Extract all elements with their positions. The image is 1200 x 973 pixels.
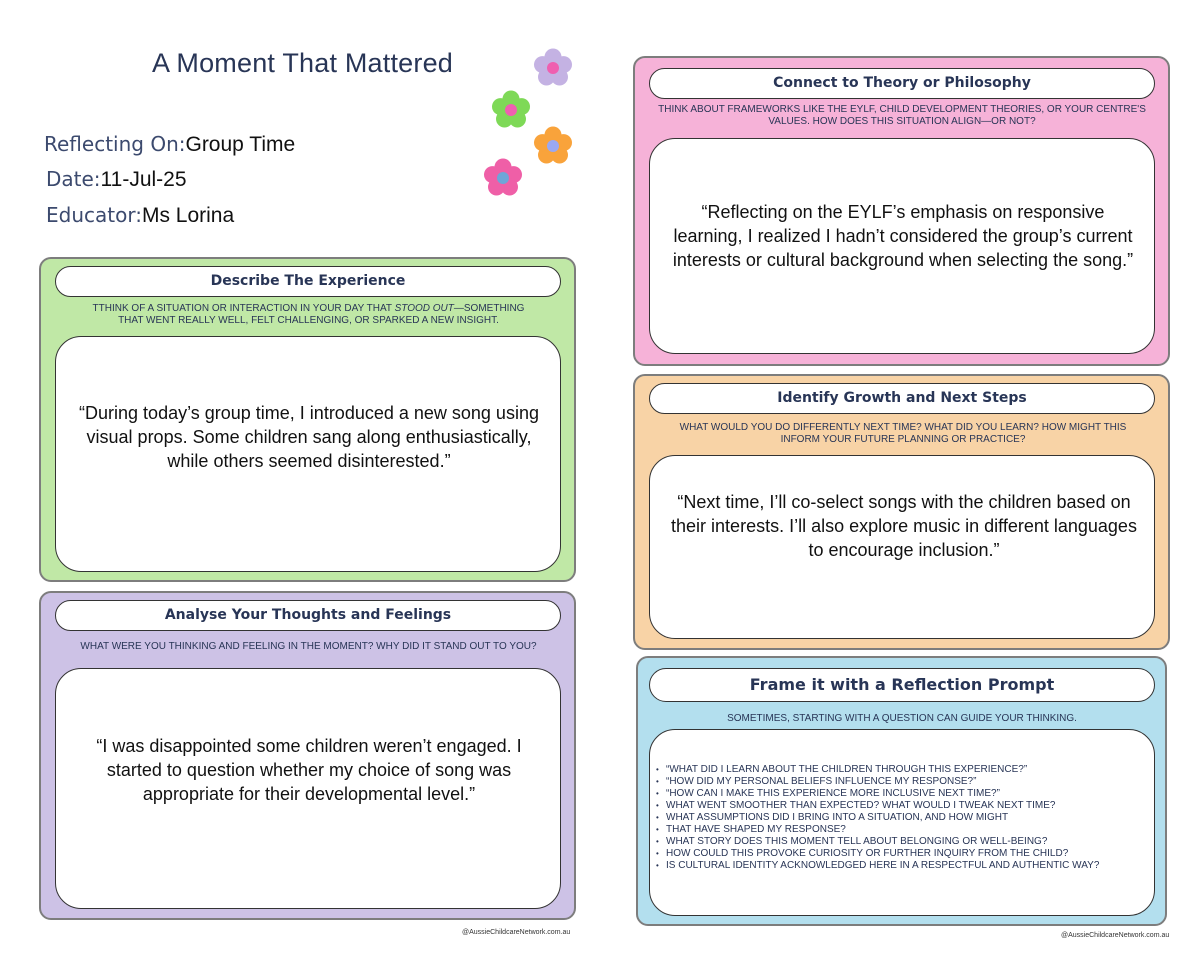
connect-theory-heading: Connect to Theory or Philosophy: [649, 68, 1155, 99]
footer-left: @AussieChildcareNetwork.com.au: [462, 929, 571, 936]
connect-theory-instruction: THINK ABOUT FRAMEWORKS LIKE THE EYLF, CHILD DEVELOPMENT THEORIES, OR YOUR CENTRE'S VALUES. HOW DOES THIS SITUATION ALIGN—OR NOT?: [658, 104, 1146, 127]
prompt-item: • “HOW CAN I MAKE THIS EXPERIENCE MORE INCLUSIVE NEXT TIME?”: [655, 788, 1135, 800]
analyse-thoughts-panel: [39, 591, 576, 920]
orange-flower-icon: [534, 127, 572, 164]
prompt-item: • WHAT ASSUMPTIONS DID I BRING INTO A SITUATION, AND HOW MIGHT: [655, 812, 1135, 824]
footer-right: @AussieChildcareNetwork.com.au: [1061, 932, 1170, 939]
analyse-thoughts-heading: Analyse Your Thoughts and Feelings: [55, 600, 561, 631]
describe-experience-heading: Describe The Experience: [55, 266, 561, 297]
educator-value: Ms Lorina: [141, 204, 235, 227]
connect-theory-panel: [633, 56, 1170, 366]
pink-flower-icon: [484, 159, 522, 196]
growth-next-steps-heading: Identify Growth and Next Steps: [649, 383, 1155, 414]
date-label: Date:: [46, 167, 101, 191]
growth-next-steps-response: “Next time, I’ll co-select songs with the children based on their interests. I’ll also explore music in different languages to encourage inclusion.”: [671, 492, 1137, 560]
reflection-prompt-list: [655, 764, 1135, 872]
reflecting-on-line: [44, 132, 295, 157]
describe-experience-response: “During today’s group time, I introduced a new song using visual props. Some children sang along enthusiastically, while others seemed disinterested.”: [79, 403, 539, 471]
date-line: [46, 167, 187, 192]
prompt-item: • “HOW DID MY PERSONAL BELIEFS INFLUENCE MY RESPONSE?”: [655, 776, 1135, 788]
date-value: 11-Jul-25: [100, 168, 187, 191]
prompt-item: • HOW COULD THIS PROVOKE CURIOSITY OR FURTHER INQUIRY FROM THE CHILD?: [655, 848, 1135, 860]
educator-label: Educator:: [46, 203, 142, 227]
prompt-item: • “WHAT DID I LEARN ABOUT THE CHILDREN THROUGH THIS EXPERIENCE?”: [655, 764, 1135, 776]
green-flower-icon: [492, 91, 530, 128]
prompt-item: • WHAT WENT SMOOTHER THAN EXPECTED? WHAT WOULD I TWEAK NEXT TIME?: [655, 800, 1135, 812]
growth-next-steps-instruction: WHAT WOULD YOU DO DIFFERENTLY NEXT TIME? WHAT DID YOU LEARN? HOW MIGHT THIS INFORM YOUR FUTURE PLANNING OR PRACTICE?: [679, 422, 1127, 445]
reflection-prompt-instruction: SOMETIMES, STARTING WITH A QUESTION CAN GUIDE YOUR THINKING.: [727, 713, 1077, 724]
analyse-thoughts-response: “I was disappointed some children weren’t engaged. I started to question whether my choice of song was appropriate for their developmental level.”: [96, 736, 522, 804]
educator-line: [46, 203, 234, 228]
lavender-flower-icon: [534, 49, 572, 86]
reflecting-on-value: Group Time: [185, 133, 296, 156]
growth-next-steps-panel: [633, 374, 1170, 650]
page-title: A Moment That Mattered: [151, 48, 454, 78]
prompt-item: • IS CULTURAL IDENTITY ACKNOWLEDGED HERE IN A RESPECTFUL AND AUTHENTIC WAY?: [655, 860, 1135, 872]
prompt-item: • WHAT STORY DOES THIS MOMENT TELL ABOUT BELONGING OR WELL-BEING?: [655, 836, 1135, 848]
connect-theory-response: “Reflecting on the EYLF’s emphasis on responsive learning, I realized I hadn’t considered the group’s current interests or cultural background when selecting the song.”: [672, 202, 1134, 270]
prompt-item: • THAT HAVE SHAPED MY RESPONSE?: [655, 824, 1135, 836]
describe-experience-panel: [39, 257, 576, 582]
reflection-prompt-panel: [636, 656, 1167, 926]
reflecting-on-label: Reflecting On:: [44, 132, 186, 156]
describe-experience-instruction: TTHINK OF A SITUATION OR INTERACTION IN YOUR DAY THAT STOOD OUT—SOMETHING THAT WENT REALLY WELL, FELT CHALLENGING, OR SPARKED A NEW INSIGHT.: [92, 303, 525, 326]
reflection-prompt-heading: Frame it with a Reflection Prompt: [649, 668, 1155, 702]
flowers-decoration: [478, 36, 583, 214]
analyse-thoughts-instruction: WHAT WERE YOU THINKING AND FEELING IN THE MOMENT? WHY DID IT STAND OUT TO YOU?: [80, 641, 537, 652]
